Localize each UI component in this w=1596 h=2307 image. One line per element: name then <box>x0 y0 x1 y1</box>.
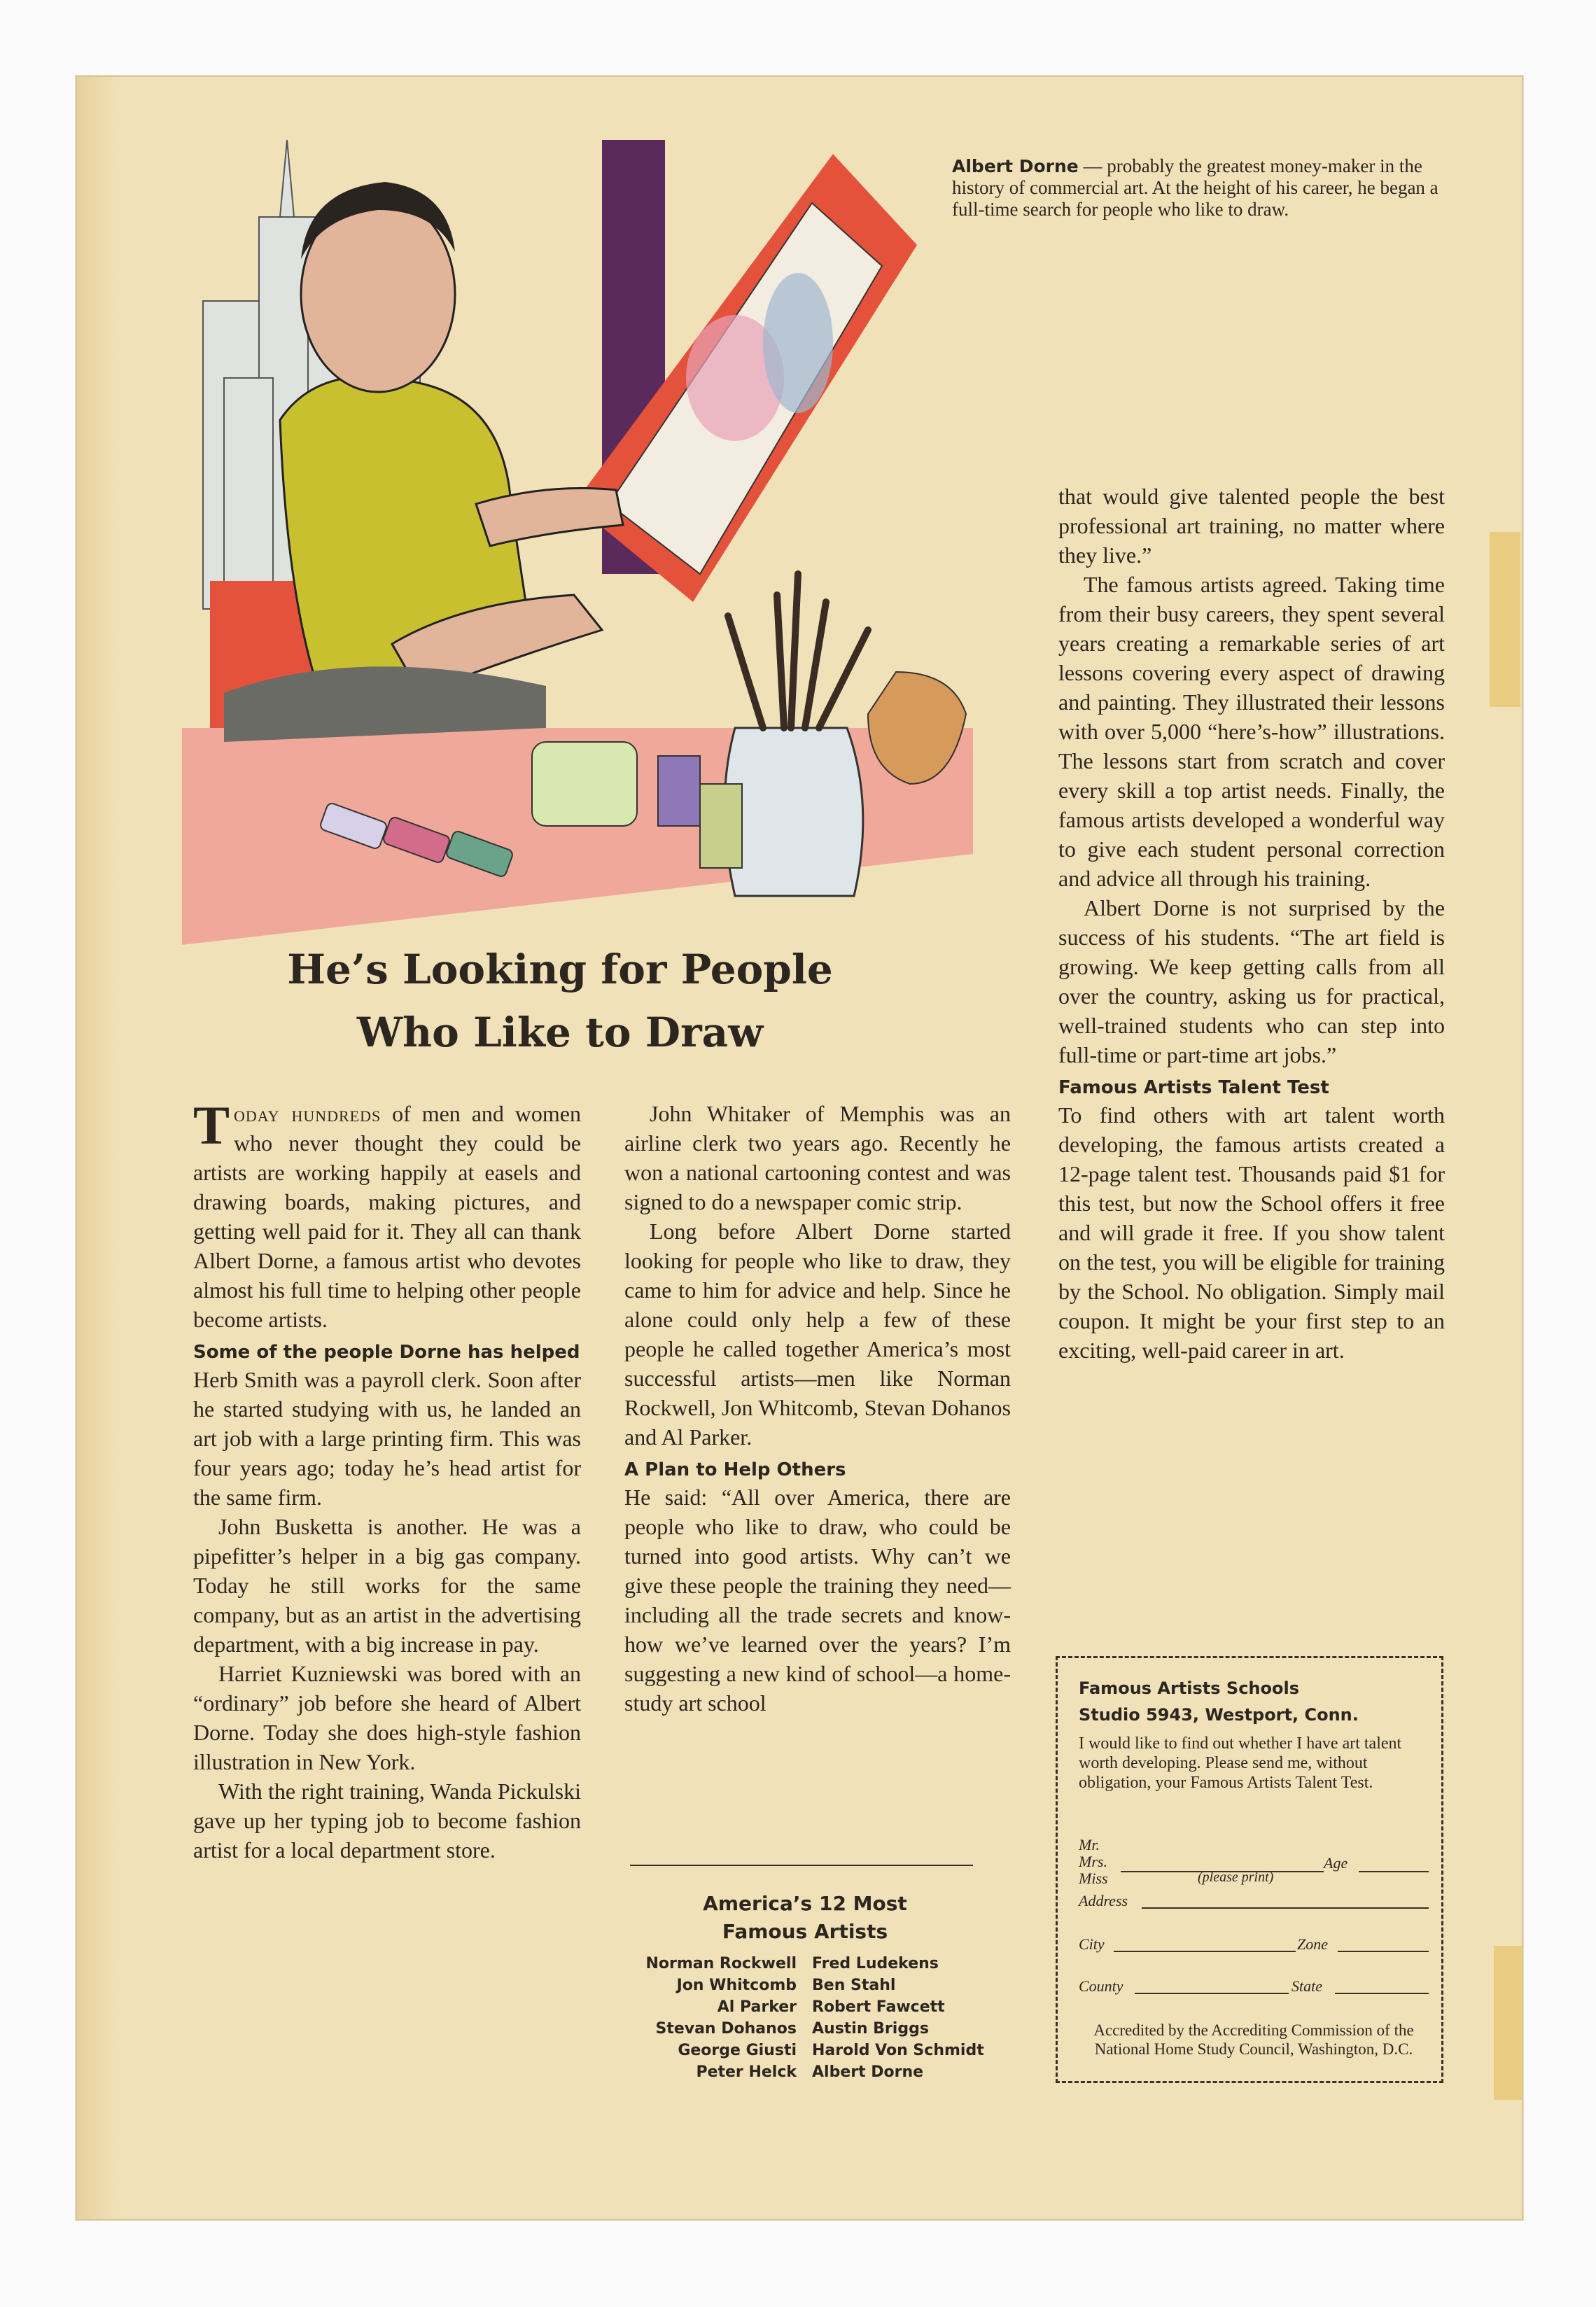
col2-paragraph-1: John Whitaker of Memphis was an airline clerk two years ago. Recently he won a national cartooning contest and was signed to do a newspaper comic strip. <box>624 1101 1011 1214</box>
col1-paragraph-3: John Busketta is another. He was a pipefitter’s helper in a big gas company. Today he still works for the same company, but as an artist in the advertising department, with a big increase in pay. <box>193 1514 581 1657</box>
col1-paragraph-1: of men and women who never thought they could be artists are working happily at easels and drawing boards, making pictures, and getting well paid for it. They all can thank Albert Dorne, a famous artist who devotes almost his full time to helping other people become artists. <box>193 1101 581 1332</box>
col3-paragraph-3: Albert Dorne is not surprised by the success of his students. “The art field is growing. We keep getting calls from all over the country, asking us for practical, well-trained students who can step into full-time or part-time art jobs.” <box>1058 895 1445 1067</box>
coupon-zone-label: Zone <box>1297 1935 1328 1953</box>
famous-title-line1: America’s 12 Most <box>703 1892 907 1915</box>
artist-name: Al Parker <box>717 1998 797 2016</box>
col1-paragraph-4: Harriet Kuzniewski was bored with an “ordinary” job before she heard of Albert Dorne. Today she does high-style fashion illustration in New York. <box>193 1661 581 1774</box>
col2-paragraph-2: Long before Albert Dorne started looking for people who like to draw, they came to him for advice and help. Since he alone could only help a few of these people he called together America’s most successful artists—men like Norman Rockwell, Jon Whitcomb, Stevan Dohanos and Al Parker. <box>624 1219 1011 1450</box>
article-column-3 <box>1058 482 1445 1365</box>
mail-coupon[interactable] <box>1056 1656 1443 2083</box>
col1-paragraph-5: With the right training, Wanda Pickulski gave up her typing job to become fashion artist for a local department store. <box>193 1779 581 1863</box>
coupon-address-field[interactable] <box>1142 1907 1429 1909</box>
headline-line1: He’s Looking for People <box>287 946 833 993</box>
coupon-miss-label: Miss <box>1079 1870 1108 1887</box>
famous-artists-title <box>616 1890 994 1946</box>
col3-subheading: Famous Artists Talent Test <box>1058 1077 1329 1098</box>
famous-title-line2: Famous Artists <box>722 1920 888 1943</box>
famous-artists-list <box>616 1953 1008 2083</box>
coupon-city-label: City <box>1079 1935 1105 1953</box>
coupon-studio: Studio 5943, Westport, Conn. <box>1079 1705 1359 1725</box>
artist-name: Albert Dorne <box>812 2063 924 2081</box>
col3-paragraph-4: To find others with art talent worth developing, the famous artists created a 12-page talent test. Thousands paid $1 for this test, but now the School offers it free and will grade it free. If you show talent on the test, you will be eligible for training by the School. No obligation. Simply mail coupon. It might be your first step to an exciting, well-paid career in art. <box>1058 1102 1445 1363</box>
divider-rule <box>630 1865 973 1866</box>
coupon-county-label: County <box>1079 1977 1124 1995</box>
article-column-1 <box>193 1095 581 1865</box>
caption-text: — probably the greatest money-maker in the history of commercial art. At the height of his career, he began a full-time search for people who like to draw. <box>952 155 1438 220</box>
brush-jar <box>724 728 863 896</box>
artist-name: Peter Helck <box>696 2063 797 2081</box>
tape-top-right <box>1490 532 1520 707</box>
headline-line2: Who Like to Draw <box>356 1009 764 1056</box>
coupon-header <box>1079 1675 1359 1728</box>
artist-name: Austin Briggs <box>812 2020 929 2038</box>
coupon-county-field[interactable] <box>1135 1993 1289 1994</box>
coupon-state-label: State <box>1292 1977 1322 1995</box>
col2-paragraph-3: He said: “All over America, there are people who like to draw, who could be turned into good artists. Why can’t we give these people the training they need—including all the trade secrets and know-how we’ve learned over the years? I’m suggesting a new kind of school—a home-study art school <box>624 1485 1011 1716</box>
albert-dorne-illustration <box>182 112 973 945</box>
coupon-state-field[interactable] <box>1335 1993 1429 1994</box>
coupon-school: Famous Artists Schools <box>1079 1678 1299 1698</box>
coupon-mr-label: Mr. <box>1079 1836 1100 1853</box>
headline <box>210 938 910 1064</box>
article-column-2 <box>624 1099 1011 1718</box>
col1-subheading: Some of the people Dorne has helped <box>193 1342 580 1363</box>
lead-in: oday hundreds <box>234 1101 382 1126</box>
artist-name: Robert Fawcett <box>812 1998 945 2016</box>
artist-name: Stevan Dohanos <box>655 2020 797 2038</box>
caption-name: Albert Dorne <box>952 156 1079 176</box>
drop-cap: T <box>193 1095 230 1156</box>
col2-subheading: A Plan to Help Others <box>624 1459 846 1480</box>
coupon-text: I would like to find out whether I have art talent worth developing. Please send me, without obligation, your Famous Artists Talent Test. <box>1079 1734 1402 1792</box>
artist-name: Ben Stahl <box>812 1977 896 1994</box>
artist-name: Norman Rockwell <box>645 1955 797 1972</box>
coupon-age-field[interactable] <box>1359 1871 1429 1872</box>
tape-bottom-right <box>1494 1946 1522 2100</box>
artist-name: Jon Whitcomb <box>676 1977 797 1994</box>
coupon-mrs-label: Mrs. <box>1079 1853 1107 1870</box>
col3-paragraph-1: that would give talented people the best professional art training, no matter where they live.” <box>1058 484 1445 568</box>
artist-name: George Giusti <box>678 2042 797 2059</box>
coupon-address-label: Address <box>1079 1892 1128 1909</box>
coupon-city-field[interactable] <box>1114 1951 1296 1952</box>
coupon-accreditation: Accredited by the Accrediting Commission of the National Home Study Council, Washington, D.C. <box>1093 2021 1414 2058</box>
coupon-age-label: Age <box>1324 1854 1348 1872</box>
coupon-print-note: (please print) <box>1198 1870 1274 1885</box>
artist-name: Fred Ludekens <box>812 1955 939 1972</box>
artist-name: Harold Von Schmidt <box>812 2042 984 2059</box>
photo-caption <box>952 155 1456 220</box>
col1-paragraph-2: Herb Smith was a payroll clerk. Soon after he started studying with us, he landed an art job with a large printing firm. This was four years ago; today he’s head artist for the same firm. <box>193 1367 581 1510</box>
coupon-zone-field[interactable] <box>1338 1951 1429 1952</box>
col3-paragraph-2: The famous artists agreed. Taking time from their busy careers, they spent several years creating a remarkable series of art lessons covering every aspect of drawing and painting. They illustrated their lessons with over 5,000 “here’s-how” illustrations. The lessons start from scratch and cover every skill a top artist needs. Finally, the famous artists developed a wonderful way to give each student personal correction and advice all through his training. <box>1058 572 1445 891</box>
